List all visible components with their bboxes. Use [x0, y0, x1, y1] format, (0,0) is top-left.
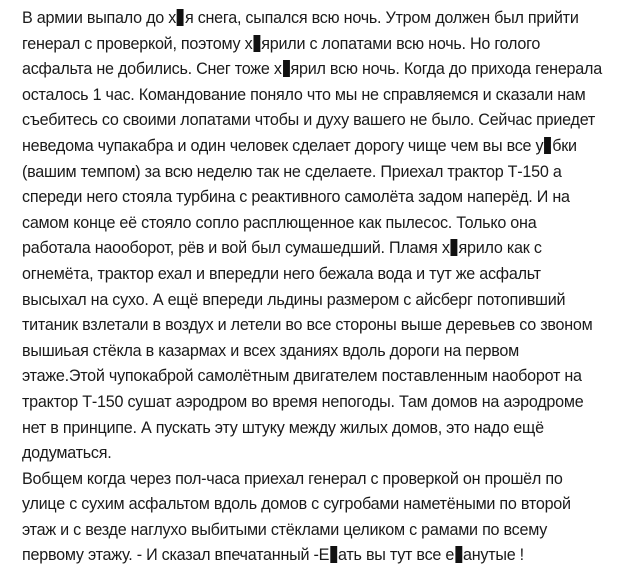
text-line-20: улице с сухим асфальтом вдоль домов с сугробами наметёными по второй — [22, 495, 571, 514]
censor-block — [177, 9, 184, 26]
text-line-9: самом конце её стояло сопло расплющенное как пылесос. Только она — [22, 213, 537, 232]
text-line-8: спереди него стояла турбина с реактивного самолёта задом наперёд. И на — [22, 188, 570, 207]
censor-block — [544, 137, 551, 154]
text-line-5: съебитесь со своими лопатами чтобы и духу вашего не было. Сейчас приедет — [22, 111, 596, 130]
censor-block — [330, 546, 337, 563]
text-line-13: титаник взлетали в воздух и летели во все стороны выше деревьев со звоном — [22, 316, 593, 335]
text-line-11: огнемёта, трактор ехал и впередли него бежала вода и тут же асфальт — [22, 264, 541, 283]
text-line-1: В армии выпало до х я снега, сыпался всю ночь. Утром должен был прийти — [22, 9, 579, 27]
censor-block — [455, 546, 462, 563]
text-line-19: Вобщем когда через пол-часа приехал генерал с проверкой он прошёл по — [22, 469, 563, 488]
text-line-16: трактор Т-150 сушат аэродром во время непогоды. Там домов на аэродроме — [22, 392, 584, 411]
text-line-2: генерал с проверкой, поэтому х ярили с лопатами всю ночь. Но голого — [22, 34, 541, 53]
text-line-7: (вашим темпом) за всю неделю так не сделаете. Приехал трактор Т-150 а — [22, 162, 562, 181]
text-line-4: осталось 1 час. Командование поняло что мы не справляемся и сказали нам — [22, 85, 586, 104]
text-line-14: вышиьая стёкла в казармах и всех зданиях вдоль дороги на первом — [22, 341, 520, 360]
censor-block — [283, 60, 290, 77]
text-line-18: додуматься. — [22, 444, 112, 463]
text-line-15: этаже.Этой чупокаброй самолётным двигателем поставленным наоборот на — [22, 367, 582, 386]
censor-block — [253, 35, 260, 52]
text-line-6: неведома чупакабра и один человек сделает дорогу чище чем вы все у бки — [22, 136, 577, 155]
text-line-3: асфальта не добились. Снег тоже х ярил всю ночь. Когда до прихода генерала — [22, 60, 602, 79]
story-text — [22, 6, 625, 569]
text-line-21: этаж и с везде наглухо выбитыми стёклами целиком с рамами по всему — [22, 520, 548, 539]
text-line-17: нет в принципе. А пускать эту штуку между жилых домов, это надо ещё — [22, 418, 544, 437]
text-line-12: высыхал на сухо. А ещё впереди льдины размером с айсберг потопивший — [22, 290, 566, 309]
text-line-10: работала наооборот, рёв и вой был сумашедший. Пламя х ярило как с — [22, 239, 542, 258]
censor-block — [451, 239, 458, 256]
text-line-22: первому этажу. - И сказал впечатанный -Е ать вы тут все е анутые ! — [22, 546, 524, 565]
